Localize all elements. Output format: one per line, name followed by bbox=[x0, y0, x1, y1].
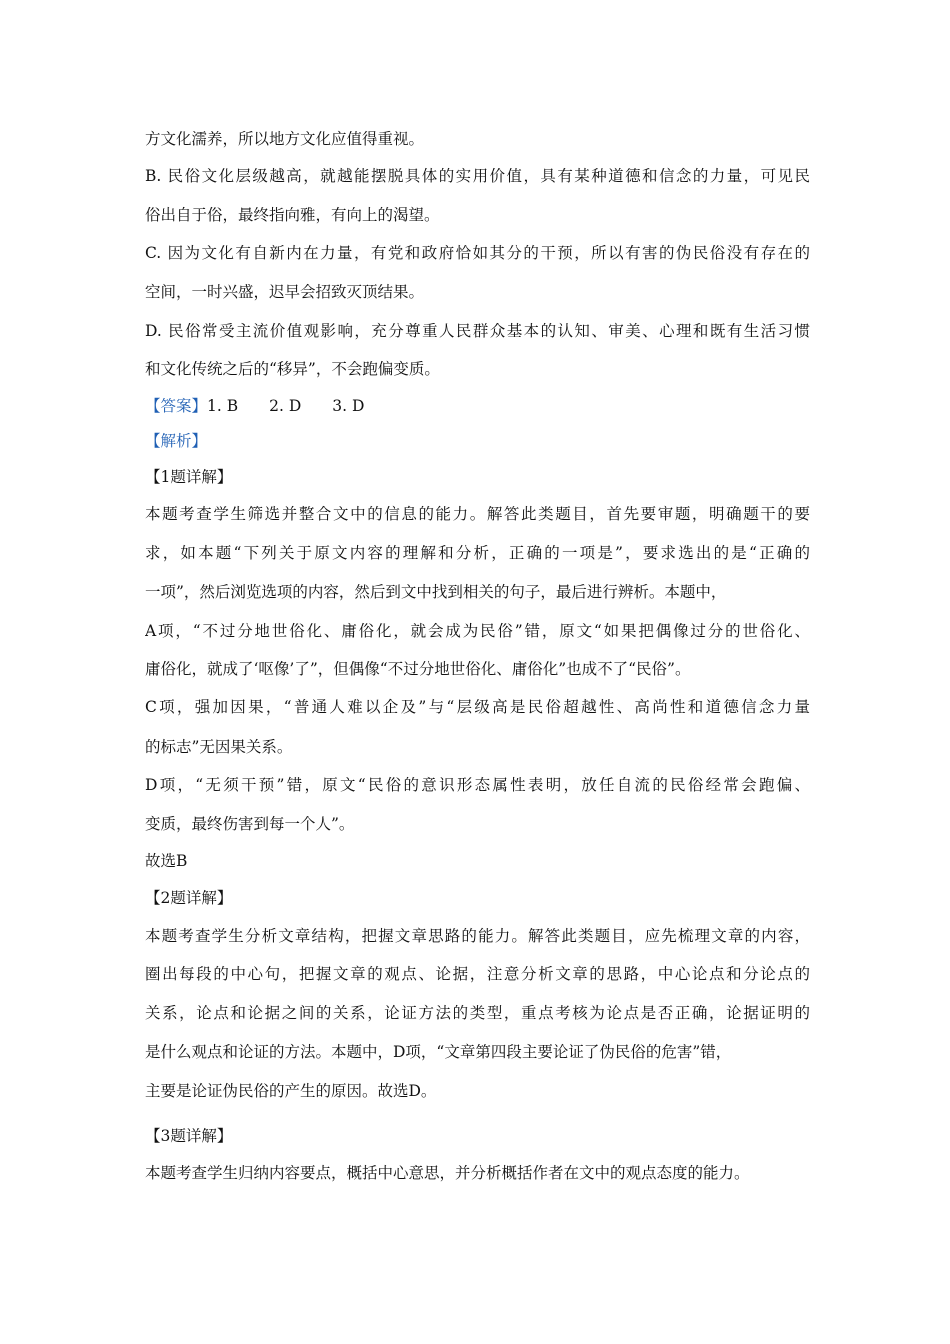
q1-line: 一项”，然后浏览选项的内容，然后到文中找到相关的句子，最后进行辨析。本题中， bbox=[145, 583, 727, 601]
q1-line: D项，“无须干预”错，原文“民俗的意识形态属性表明，放任自流的民俗经常会跑偏、 bbox=[145, 776, 810, 794]
q1-line: 求，如本题“下列关于原文内容的理解和分析，正确的一项是”，要求选出的是“正确的 bbox=[145, 544, 810, 562]
q2-line: 关系，论点和论据之间的关系，论证方法的类型，重点考核为论点是否正确，论据证明的 bbox=[145, 1004, 810, 1022]
text-line: 空间，一时兴盛，迟早会招致灭顶结果。 bbox=[145, 283, 425, 301]
q1-line: A项，“不过分地世俗化、庸俗化，就会成为民俗”错，原文“如果把偶像过分的世俗化、 bbox=[145, 622, 810, 640]
text-line: 和文化传统之后的“移异”，不会跑偏变质。 bbox=[145, 360, 440, 378]
option-b-line: B. 民俗文化层级越高，就越能摆脱具体的实用价值，具有某种道德和信念的力量，可见民 bbox=[145, 167, 810, 185]
answer-tag: 【答案】 bbox=[145, 397, 208, 415]
option-d-line: D. 民俗常受主流价值观影响，充分尊重人民群众基本的认知、审美、心理和既有生活习惯 bbox=[145, 322, 810, 340]
analysis-tag: 【解析】 bbox=[145, 432, 208, 450]
q1-line: C项，强加因果，“普通人难以企及”与“层级高是民俗超越性、高尚性和道德信念力量 bbox=[145, 698, 810, 716]
q1-line: 的标志”无因果关系。 bbox=[145, 738, 293, 756]
text-line: 方文化濡养，所以地方文化应值得重视。 bbox=[145, 130, 425, 148]
q3-line: 本题考查学生归纳内容要点，概括中心意思，并分析概括作者在文中的观点态度的能力。 bbox=[145, 1164, 750, 1182]
q1-conclusion: 故选B bbox=[145, 852, 188, 870]
q2-heading: 【2题详解】 bbox=[145, 889, 233, 907]
q2-line: 本题考查学生分析文章结构，把握文章思路的能力。解答此类题目，应先梳理文章的内容， bbox=[145, 927, 810, 945]
q3-heading: 【3题详解】 bbox=[145, 1127, 233, 1145]
q2-line: 主要是论证伪民俗的产生的原因。故选D。 bbox=[145, 1082, 437, 1100]
q1-line: 庸俗化，就成了‘呕像’了”，但偶像“不过分地世俗化、庸俗化”也成不了“民俗”。 bbox=[145, 660, 691, 678]
q1-heading: 【1题详解】 bbox=[145, 468, 233, 486]
q2-line: 圈出每段的中心句，把握文章的观点、论据，注意分析文章的思路，中心论点和分论点的 bbox=[145, 965, 810, 983]
q2-line: 是什么观点和论证的方法。本题中，D项，“文章第四段主要论证了伪民俗的危害”错， bbox=[145, 1043, 732, 1061]
q1-line: 变质，最终伤害到每一个人”。 bbox=[145, 815, 355, 833]
answer-line bbox=[145, 396, 810, 416]
text-line: 俗出自于俗，最终指向雅，有向上的渴望。 bbox=[145, 206, 440, 224]
option-c-line: C. 因为文化有自新内在力量，有党和政府恰如其分的干预，所以有害的伪民俗没有存在的 bbox=[145, 244, 810, 262]
q1-line: 本题考查学生筛选并整合文中的信息的能力。解答此类题目，首先要审题，明确题干的要 bbox=[145, 505, 810, 523]
answer-text: 1. B 2. D 3. D bbox=[207, 397, 365, 415]
